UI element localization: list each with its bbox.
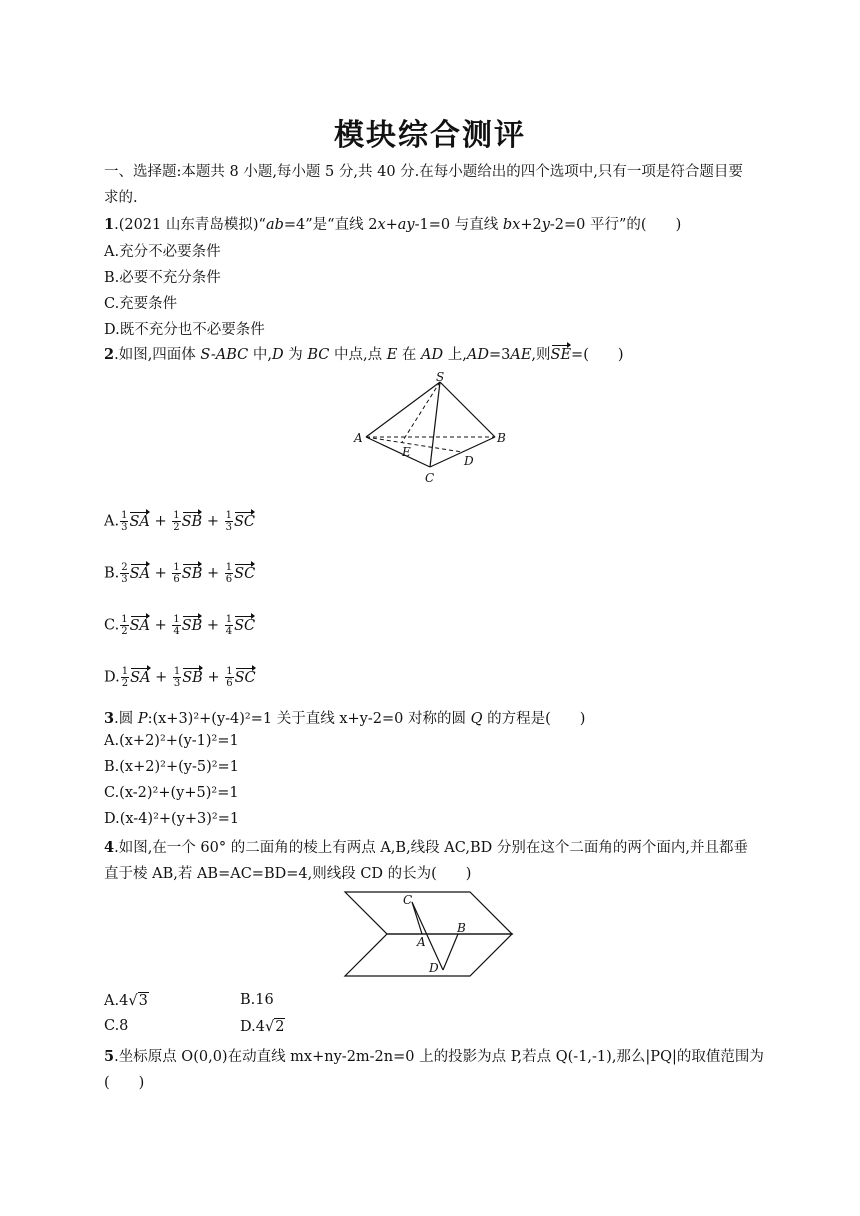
denominator: 3 <box>121 522 128 533</box>
sqrt-sign: √ <box>264 1019 275 1035</box>
numerator: 1 <box>225 562 233 573</box>
radicand: 3 <box>138 993 148 1009</box>
q2-var: S-ABC <box>200 347 249 363</box>
q5-text: .坐标原点 O(0,0)在动直线 mx+ny-2m-2n=0 上的投影为点 P,若点 Q(-1,-1),那么|PQ|的取值范围为 <box>114 1049 764 1065</box>
edge-sa <box>366 382 440 437</box>
denominator: 2 <box>121 678 129 689</box>
q4-number: 4 <box>104 839 115 856</box>
q5-stem-line1 <box>104 1045 764 1066</box>
denominator: 6 <box>225 574 233 585</box>
q4-option-d <box>240 1018 285 1035</box>
label-c: C <box>403 893 413 907</box>
q2-var: AE <box>510 347 532 363</box>
q2-vector-se: SE <box>551 344 572 363</box>
q1-text: -2=0 平行”的( ) <box>549 217 682 233</box>
q2-stem <box>104 343 624 364</box>
q3-number: 3 <box>104 710 115 727</box>
q2-text: 为 <box>283 347 308 363</box>
section-heading-line1: 一、选择题:本题共 8 小题,每小题 5 分,共 40 分.在每小题给出的四个选项中,只有一项是符合题目要 <box>104 164 743 180</box>
fraction <box>225 666 233 689</box>
q1-text: +2 <box>520 217 542 233</box>
q2-text: ,则 <box>531 347 551 363</box>
q1-text: + <box>385 217 398 233</box>
page-title: 模块综合测评 <box>334 118 526 153</box>
denominator: 4 <box>225 626 233 637</box>
vector-sc: SC <box>234 511 255 530</box>
q1-number: 1 <box>104 216 115 233</box>
q2-option-c: C. $\frac{1}{2}$ SA + $\frac{1}{4}$ SB + $\frac{1}{4}$ SC <box>104 614 256 637</box>
vector-sb: SB <box>182 563 203 582</box>
fraction <box>172 562 180 585</box>
q4-text: .如图,在一个 60° 的二面角的棱上有两点 A,B,线段 AC,BD 分别在这个二面角的两个面内,并且都垂 <box>114 840 748 856</box>
vector-sa: SA <box>129 511 149 530</box>
q1-var: ab <box>265 217 284 233</box>
q4-option-b: B.16 <box>240 992 274 1008</box>
sqrt-sign: √ <box>128 993 138 1009</box>
q3-var: Q <box>470 711 483 727</box>
q1-text: -1=0 与直线 <box>414 217 503 233</box>
vector-sb: SB <box>182 511 203 530</box>
option-letter: C. <box>104 617 120 634</box>
fraction <box>173 666 181 689</box>
vector-sa: SA <box>130 563 150 582</box>
q3-text: :(x+3)²+(y-4)²=1 关于直线 x+y-2=0 对称的圆 <box>147 711 471 727</box>
label-b: B <box>457 921 466 935</box>
denominator: 6 <box>173 574 180 585</box>
q2-option-b: B. $\frac{2}{3}$ SA + $\frac{1}{6}$ SB + $\frac{1}{6}$ SC <box>104 562 256 585</box>
q1-option-d: D.既不充分也不必要条件 <box>104 322 265 338</box>
q2-option-d: D. $\frac{1}{2}$ SA + $\frac{1}{3}$ SB + $\frac{1}{6}$ SC <box>104 666 256 689</box>
radicand: 2 <box>275 1019 285 1035</box>
numerator: 2 <box>121 562 128 573</box>
label-b: B <box>497 431 506 445</box>
fraction <box>172 614 180 637</box>
q2-var: AD <box>466 347 489 363</box>
tetrahedron-figure <box>350 370 510 490</box>
q2-text: =3 <box>488 347 511 363</box>
option-text: D.4 <box>240 1019 265 1035</box>
fraction <box>172 510 180 533</box>
q2-var: AD <box>421 347 444 363</box>
q3-stem <box>104 707 585 728</box>
label-s: S <box>436 370 445 384</box>
fraction <box>121 666 129 689</box>
numerator: 1 <box>173 666 181 677</box>
q3-option-a: A.(x+2)²+(y-1)²=1 <box>104 733 239 749</box>
denominator: 2 <box>173 522 180 533</box>
numerator: 1 <box>173 562 180 573</box>
q1-option-c: C.充要条件 <box>104 296 178 312</box>
numerator: 1 <box>173 510 180 521</box>
q4-stem-line2: 直于棱 AB,若 AB=AC=BD=4,则线段 CD 的长为( ) <box>104 866 472 882</box>
label-a: A <box>417 935 426 949</box>
numerator: 1 <box>226 666 233 677</box>
q3-var: P <box>137 711 148 727</box>
q2-number: 2 <box>104 346 115 363</box>
q4-option-c: C.8 <box>104 1018 129 1034</box>
denominator: 3 <box>225 522 232 533</box>
q1-text: .(2021 山东青岛模拟)“ <box>114 217 266 233</box>
label-c: C <box>425 471 435 485</box>
option-letter: B. <box>104 565 120 582</box>
q2-text: 在 <box>397 347 422 363</box>
q2-var: BC <box>307 347 330 363</box>
q1-stem <box>104 213 681 234</box>
vector-sc: SC <box>235 667 256 686</box>
denominator: 3 <box>173 678 181 689</box>
q1-option-b: B.必要不充分条件 <box>104 270 221 286</box>
segment-ca <box>412 902 422 934</box>
denominator: 6 <box>226 678 233 689</box>
q4-option-a <box>104 992 149 1009</box>
q2-text: 中点,点 <box>329 347 387 363</box>
option-letter: D. <box>104 669 120 686</box>
q3-text: 的方程是( ) <box>482 711 586 727</box>
edge-ac <box>366 437 430 467</box>
vector-sb: SB <box>182 667 203 686</box>
option-text: A.4 <box>104 993 129 1009</box>
q2-text: .如图,四面体 <box>114 347 201 363</box>
fraction <box>225 510 233 533</box>
segment-db <box>443 934 458 970</box>
q1-option-a: A.充分不必要条件 <box>104 244 221 260</box>
q5-number: 5 <box>104 1048 115 1065</box>
option-letter: A. <box>104 513 120 530</box>
segment-ad-hidden <box>366 437 462 452</box>
q2-text: =( ) <box>571 347 624 363</box>
q2-var: D <box>272 347 284 363</box>
q1-var: x <box>377 217 386 233</box>
q2-text: 上, <box>443 347 467 363</box>
fraction <box>225 614 233 637</box>
q3-option-b: B.(x+2)²+(y-5)²=1 <box>104 759 239 775</box>
q2-var: E <box>386 347 398 363</box>
upper-plane <box>345 892 512 934</box>
q2-text: 中, <box>248 347 272 363</box>
q1-var: ay <box>397 217 415 233</box>
q2-option-a: A. $\frac{1}{3}$ SA + $\frac{1}{2}$ SB + $\frac{1}{3}$ SC <box>104 510 255 533</box>
numerator: 1 <box>121 614 128 625</box>
edge-cb <box>430 437 495 467</box>
denominator: 3 <box>121 574 128 585</box>
q4-stem-line1 <box>104 836 748 857</box>
q3-option-c: C.(x-2)²+(y+5)²=1 <box>104 785 239 801</box>
numerator: 1 <box>225 614 233 625</box>
q3-text: .圆 <box>114 711 138 727</box>
section-heading-line2: 求的. <box>104 190 138 206</box>
q1-text: =4”是“直线 2 <box>283 217 378 233</box>
vector-sc: SC <box>234 615 255 634</box>
numerator: 1 <box>173 614 180 625</box>
vector-sa: SA <box>130 667 150 686</box>
label-d: D <box>464 454 474 468</box>
vector-sc: SC <box>234 563 255 582</box>
denominator: 4 <box>173 626 180 637</box>
numerator: 1 <box>121 510 128 521</box>
label-a: A <box>354 431 363 445</box>
vector-sb: SB <box>182 615 203 634</box>
vector-sa: SA <box>130 615 150 634</box>
fraction <box>120 562 128 585</box>
fraction <box>225 562 233 585</box>
q5-stem-line2: ( ) <box>104 1075 145 1091</box>
q3-option-d: D.(x-4)²+(y+3)²=1 <box>104 811 240 827</box>
fraction <box>120 510 128 533</box>
q1-var: y <box>541 217 550 233</box>
label-d: D <box>429 961 439 975</box>
label-e: E <box>402 445 411 459</box>
q1-var: bx <box>502 217 521 233</box>
denominator: 2 <box>121 626 128 637</box>
edge-sb <box>440 382 495 437</box>
dihedral-angle-figure <box>340 888 520 980</box>
numerator: 1 <box>121 666 129 677</box>
numerator: 1 <box>225 510 232 521</box>
fraction <box>120 614 128 637</box>
